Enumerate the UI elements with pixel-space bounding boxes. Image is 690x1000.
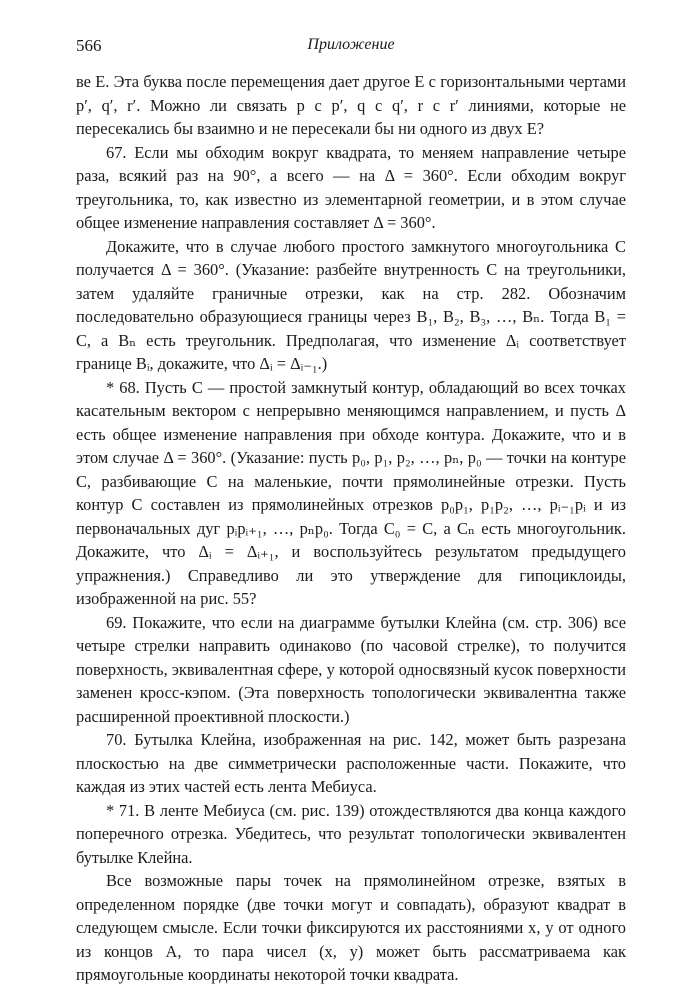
page-body [76, 70, 626, 987]
exercise-71: * 71. В ленте Мебиуса (см. рис. 139) отождествляются два конца каждого поперечного отрезка. Убедитесь, что результат топологически эквивалентен бутылке Клейна. [76, 800, 626, 867]
exercise-67-proof: Докажите, что в случае любого простого замкнутого многоугольника C получается Δ = 360°. (Указание: разбейте внутренность C на треугольники, затем удаляйте граничные отрезки, как на стр. 282. Обозначим последовательно образующиеся границы через B₁, B₂, B₃, …, Bₙ. Тогда B₁ = C, а Bₙ есть треугольник. Предполагая, что изменение Δᵢ соответствует границе Bᵢ, докажите, что Δᵢ = Δᵢ₋₁.) [76, 236, 626, 373]
page-number: 566 [76, 36, 102, 55]
exercise-67: 67. Если мы обходим вокруг квадрата, то меняем направление четыре раза, всякий раз на 90°, а всего — на Δ = 360°. Если обходим вокруг треугольника, то, как известно из элементарной геометрии, и в этом случае общее изменение направления составляет Δ = 360°. [76, 142, 626, 232]
paragraph-continuation: ве E. Эта буква после перемещения дает другое E с горизонтальными чертами p′, q′, r′. Можно ли связать p с p′, q с q′, r с r′ линиями, которые не пересекались бы взаимно и не пересекали бы ни одного из двух E? [76, 72, 626, 138]
exercise-70: 70. Бутылка Клейна, изображенная на рис. 142, может быть разрезана плоскостью на две симметрически расположенные части. Покажите, что каждая из этих частей есть лента Мебиуса. [76, 730, 626, 796]
page-header [76, 36, 626, 60]
exercise-68: * 68. Пусть C — простой замкнутый контур, обладающий во всех точках касательным вектором с непрерывно меняющимся направлением, и пусть Δ есть общее изменение направления при обходе контура. Докажите, что и в этом случае Δ = 360°. (Указание: пусть p₀, p₁, p₂, …, pₙ, p₀ — точки на контуре C, разбивающие C на маленькие, почти прямолинейные отрезки. Пусть контур C составлен из прямолинейных отрезков p₀p₁, p₁p₂, …, pᵢ₋₁pᵢ и из первоначальных дуг pᵢpᵢ₊₁, …, pₙp₀. Тогда C₀ = C, а Cₙ есть многоугольник. Докажите, что Δᵢ = Δᵢ₊₁, и воспользуйтесь результатом предыдущего упражнения.) Справедливо ли это утверждение для гипоциклоиды, изображенной на рис. 55? [76, 377, 626, 608]
exercise-69: 69. Покажите, что если на диаграмме бутылки Клейна (см. стр. 306) все четыре стрелки направить одинаково (по часовой стрелке), то получится поверхность, эквивалентная сфере, у которой односвязный кусок поверхности заменен кросс-кэпом. (Эта поверхность топологически эквивалентна также расширенной проективной плоскости.) [76, 612, 626, 726]
paragraph-point-pairs: Все возможные пары точек на прямолинейном отрезке, взятых в определенном порядке (две точки могут и совпадать), образуют квадрат в следующем смысле. Если точки фиксируются их расстояниями x, y от одного из концов A, то пара чисел (x, y) может быть рассматриваема как прямоугольные координаты некоторой точки квадрата. [76, 871, 626, 984]
running-title: Приложение [307, 36, 395, 53]
